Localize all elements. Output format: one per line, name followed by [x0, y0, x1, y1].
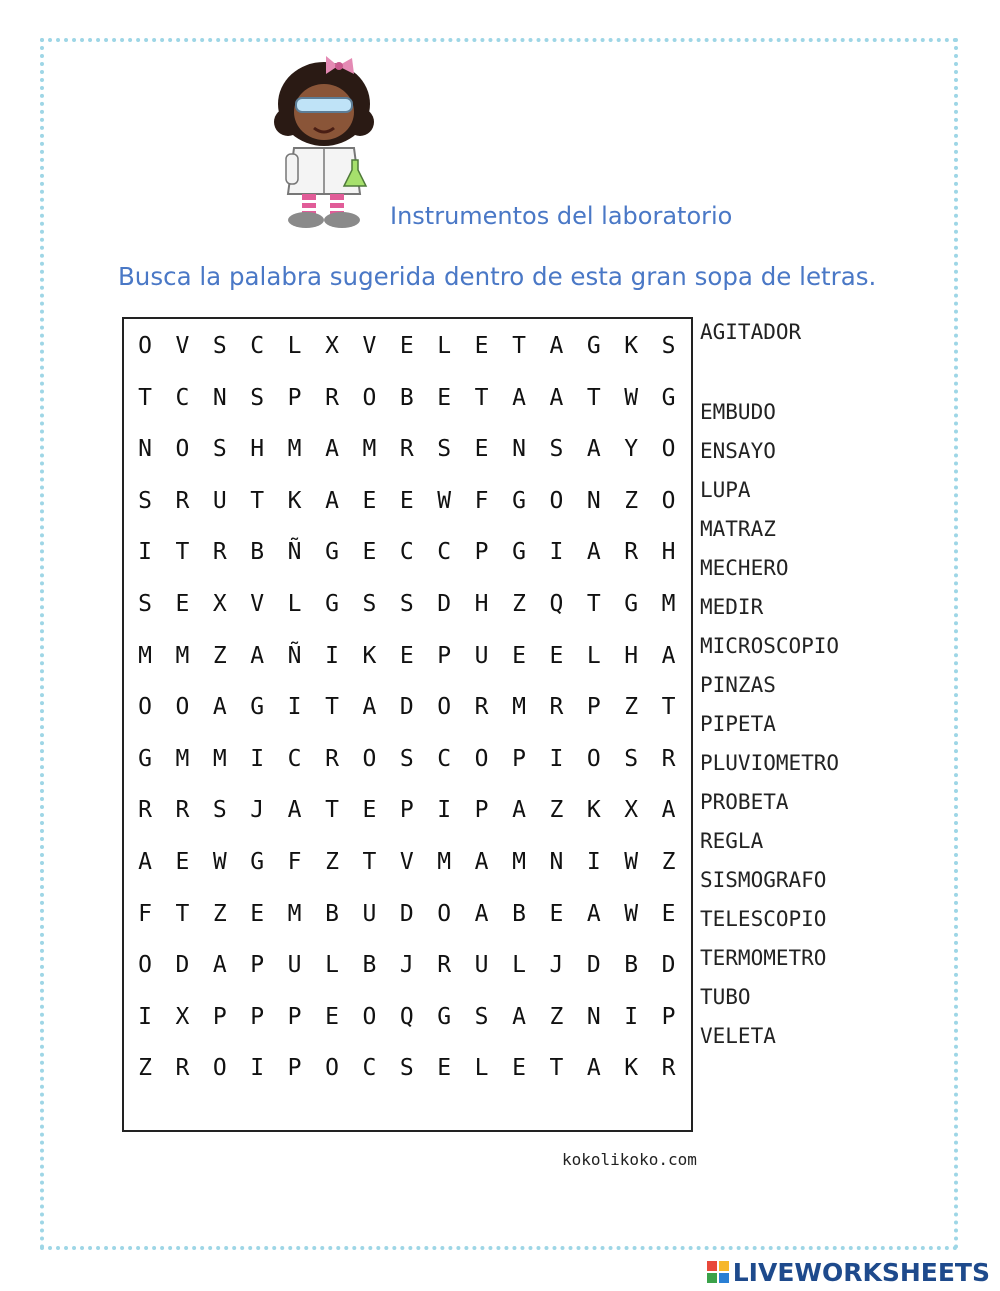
grid-letter[interactable]: K	[287, 487, 302, 514]
grid-letter[interactable]: G	[661, 384, 676, 411]
grid-letter[interactable]: R	[325, 384, 339, 411]
grid-letter[interactable]: G	[250, 694, 265, 721]
grid-letter[interactable]: P	[474, 539, 489, 566]
grid-letter[interactable]: A	[586, 900, 601, 927]
word-list-item: ENSAYO	[700, 439, 776, 463]
grid-letter[interactable]: H	[474, 591, 489, 617]
grid-row	[124, 1055, 691, 1107]
grid-letter[interactable]: U	[474, 642, 489, 669]
grid-letter[interactable]: G	[512, 487, 526, 514]
grid-letter[interactable]: E	[437, 1055, 452, 1082]
grid-letter[interactable]: R	[175, 487, 190, 514]
grid-letter[interactable]: A	[287, 797, 302, 824]
grid-letter[interactable]: Z	[549, 797, 564, 824]
word-list-item: PINZAS	[700, 673, 776, 697]
grid-letter[interactable]: P	[399, 797, 414, 824]
word-list-item: TUBO	[700, 985, 751, 1009]
grid-letter[interactable]: L	[325, 952, 339, 979]
grid-letter[interactable]: O	[138, 952, 152, 979]
grid-letter[interactable]: F	[474, 487, 489, 514]
grid-letter[interactable]: A	[512, 384, 526, 411]
grid-letter[interactable]: H	[624, 642, 639, 669]
grid-letter[interactable]: T	[512, 333, 526, 359]
grid-letter[interactable]: A	[586, 436, 601, 463]
grid-letter[interactable]: A	[250, 642, 265, 669]
grid-letter[interactable]: T	[250, 487, 265, 514]
grid-letter[interactable]: I	[138, 1003, 152, 1030]
grid-letter[interactable]: I	[549, 539, 564, 566]
grid-letter[interactable]: A	[212, 952, 227, 979]
grid-letter[interactable]: A	[661, 642, 676, 669]
grid-letter[interactable]: L	[287, 591, 302, 617]
grid-letter[interactable]: O	[325, 1055, 339, 1082]
grid-letter[interactable]: E	[399, 642, 414, 669]
grid-letter[interactable]: E	[175, 591, 190, 617]
grid-letter[interactable]: G	[437, 1003, 452, 1030]
grid-letter[interactable]: Q	[399, 1003, 414, 1030]
grid-letter[interactable]: B	[399, 384, 414, 411]
grid-letter[interactable]: E	[661, 900, 676, 927]
grid-letter[interactable]: S	[250, 384, 265, 411]
grid-letter[interactable]: Z	[212, 900, 227, 927]
grid-letter[interactable]: M	[287, 900, 302, 927]
word-list-item: PROBETA	[700, 790, 789, 814]
word-list-item: TERMOMETRO	[700, 946, 827, 970]
grid-letter[interactable]: O	[175, 436, 190, 463]
grid-letter[interactable]: S	[437, 436, 452, 463]
grid-letter[interactable]: C	[287, 745, 302, 772]
grid-letter[interactable]: M	[287, 436, 302, 463]
grid-letter[interactable]: N	[549, 849, 564, 875]
grid-letter[interactable]: W	[437, 487, 452, 514]
grid-letter[interactable]: K	[624, 333, 639, 359]
grid-letter[interactable]: G	[138, 745, 152, 772]
grid-letter[interactable]: M	[138, 642, 152, 669]
grid-letter[interactable]: L	[287, 333, 302, 359]
grid-letter[interactable]: S	[624, 745, 639, 772]
grid-letter[interactable]: R	[212, 539, 227, 566]
grid-letter[interactable]: B	[250, 539, 265, 566]
grid-letter[interactable]: E	[437, 384, 452, 411]
grid-letter[interactable]: D	[437, 591, 452, 617]
scientist-girl-illustration	[268, 52, 380, 230]
grid-row	[124, 797, 691, 849]
grid-letter[interactable]: B	[325, 900, 339, 927]
grid-letter[interactable]: A	[325, 487, 339, 514]
grid-letter[interactable]: A	[512, 1003, 526, 1030]
grid-letter[interactable]: O	[474, 745, 489, 772]
grid-letter[interactable]: B	[624, 952, 639, 979]
grid-letter[interactable]: K	[362, 642, 377, 669]
grid-letter[interactable]: M	[362, 436, 377, 463]
grid-letter[interactable]: G	[250, 849, 265, 875]
grid-letter[interactable]: E	[512, 642, 526, 669]
grid-letter[interactable]: G	[325, 539, 339, 566]
grid-letter[interactable]: E	[399, 487, 414, 514]
grid-letter[interactable]: L	[437, 333, 452, 359]
grid-letter[interactable]: R	[138, 797, 152, 824]
grid-letter[interactable]: O	[661, 436, 676, 463]
grid-letter[interactable]: I	[624, 1003, 639, 1030]
grid-letter[interactable]: X	[212, 591, 227, 617]
grid-letter[interactable]: U	[212, 487, 227, 514]
grid-row	[124, 694, 691, 746]
grid-letter[interactable]: C	[250, 333, 265, 359]
grid-letter[interactable]: A	[586, 1055, 601, 1082]
grid-letter[interactable]: O	[661, 487, 676, 514]
grid-letter[interactable]: L	[586, 642, 601, 669]
grid-letter[interactable]: S	[661, 333, 676, 359]
grid-letter[interactable]: A	[474, 900, 489, 927]
grid-letter[interactable]: N	[138, 436, 152, 463]
grid-letter[interactable]: P	[474, 797, 489, 824]
grid-row	[124, 385, 691, 437]
grid-letter[interactable]: O	[437, 900, 452, 927]
grid-letter[interactable]: L	[512, 952, 526, 979]
grid-letter[interactable]: N	[212, 384, 227, 411]
grid-letter[interactable]: C	[175, 384, 190, 411]
word-list-item: MICROSCOPIO	[700, 634, 840, 658]
grid-row	[124, 643, 691, 695]
word-search-grid	[122, 317, 693, 1132]
grid-letter[interactable]: R	[175, 1055, 190, 1082]
grid-letter[interactable]: G	[624, 591, 639, 617]
grid-letter[interactable]: Z	[512, 591, 526, 617]
grid-letter[interactable]: R	[474, 694, 489, 721]
grid-letter[interactable]: R	[325, 745, 339, 772]
word-list-item: MATRAZ	[700, 517, 776, 541]
word-list-item: TELESCOPIO	[700, 907, 827, 931]
grid-letter[interactable]: A	[549, 384, 564, 411]
grid-letter[interactable]: D	[175, 952, 190, 979]
grid-letter[interactable]: E	[474, 333, 489, 359]
grid-letter[interactable]: J	[399, 952, 414, 979]
grid-letter[interactable]: E	[250, 900, 265, 927]
grid-letter[interactable]: M	[212, 745, 227, 772]
grid-letter[interactable]: I	[437, 797, 452, 824]
instruction-text: Busca la palabra sugerida dentro de esta gran sopa de letras.	[118, 262, 877, 291]
grid-letter[interactable]: R	[661, 1055, 676, 1082]
grid-letter[interactable]: I	[250, 745, 265, 772]
grid-letter[interactable]: M	[512, 694, 526, 721]
grid-letter[interactable]: T	[325, 694, 339, 721]
grid-letter[interactable]: E	[362, 487, 377, 514]
grid-letter[interactable]: N	[586, 1003, 601, 1030]
word-list-item: PLUVIOMETRO	[700, 751, 840, 775]
grid-letter[interactable]: I	[586, 849, 601, 875]
grid-letter[interactable]: S	[138, 591, 152, 617]
grid-letter[interactable]: O	[362, 384, 377, 411]
grid-letter[interactable]: C	[362, 1055, 377, 1082]
grid-letter[interactable]: S	[399, 745, 414, 772]
grid-letter[interactable]: I	[549, 745, 564, 772]
grid-letter[interactable]: E	[175, 849, 190, 875]
grid-letter[interactable]: D	[399, 900, 414, 927]
grid-letter[interactable]: P	[212, 1003, 227, 1030]
grid-letter[interactable]: R	[549, 694, 564, 721]
grid-letter[interactable]: H	[250, 436, 265, 463]
grid-letter[interactable]: R	[624, 539, 639, 566]
grid-letter[interactable]: Y	[624, 436, 639, 463]
grid-letter[interactable]: O	[212, 1055, 227, 1082]
grid-letter[interactable]: E	[474, 436, 489, 463]
grid-letter[interactable]: O	[362, 745, 377, 772]
grid-letter[interactable]: D	[586, 952, 601, 979]
grid-letter[interactable]: W	[624, 849, 639, 875]
grid-row	[124, 1004, 691, 1056]
grid-letter[interactable]: T	[138, 384, 152, 411]
grid-letter[interactable]: Z	[661, 849, 676, 875]
word-list-item: REGLA	[700, 829, 764, 853]
word-list-item: MEDIR	[700, 595, 764, 619]
grid-letter[interactable]: U	[474, 952, 489, 979]
grid-letter[interactable]: O	[138, 694, 152, 721]
word-list-item: EMBUDO	[700, 400, 776, 424]
grid-letter[interactable]: M	[512, 849, 526, 875]
grid-row	[124, 436, 691, 488]
grid-letter[interactable]: R	[661, 745, 676, 772]
grid-letter[interactable]: Ñ	[287, 642, 302, 669]
grid-letter[interactable]: V	[175, 333, 190, 359]
grid-letter[interactable]: A	[661, 797, 676, 824]
grid-letter[interactable]: A	[325, 436, 339, 463]
grid-letter[interactable]: W	[624, 900, 639, 927]
grid-letter[interactable]: Z	[624, 487, 639, 514]
grid-letter[interactable]: F	[287, 849, 302, 875]
grid-letter[interactable]: Z	[212, 642, 227, 669]
word-list-item: LUPA	[700, 478, 751, 502]
grid-letter[interactable]: V	[250, 591, 265, 617]
grid-letter[interactable]: X	[325, 333, 339, 359]
grid-letter[interactable]: K	[586, 797, 601, 824]
grid-row	[124, 539, 691, 591]
grid-letter[interactable]: G	[586, 333, 601, 359]
grid-letter[interactable]: T	[325, 797, 339, 824]
grid-letter[interactable]: B	[362, 952, 377, 979]
grid-letter[interactable]: T	[362, 849, 377, 875]
grid-letter[interactable]: M	[175, 745, 190, 772]
grid-letter[interactable]: V	[362, 333, 377, 359]
grid-letter[interactable]: Q	[549, 591, 564, 617]
grid-letter[interactable]: T	[175, 900, 190, 927]
grid-letter[interactable]: Z	[138, 1055, 152, 1082]
grid-letter[interactable]: Z	[549, 1003, 564, 1030]
grid-letter[interactable]: T	[474, 384, 489, 411]
grid-letter[interactable]: P	[512, 745, 526, 772]
grid-row	[124, 849, 691, 901]
grid-letter[interactable]: G	[512, 539, 526, 566]
grid-letter[interactable]: M	[437, 849, 452, 875]
grid-letter[interactable]: P	[586, 694, 601, 721]
grid-letter[interactable]: O	[549, 487, 564, 514]
grid-letter[interactable]: J	[549, 952, 564, 979]
grid-letter[interactable]: S	[138, 487, 152, 514]
grid-letter[interactable]: E	[325, 1003, 339, 1030]
brand-name: LIVEWORKSHEETS	[732, 1257, 990, 1287]
grid-letter[interactable]: M	[175, 642, 190, 669]
worksheet-title: Instrumentos del laboratorio	[390, 202, 733, 230]
grid-letter[interactable]: S	[399, 591, 414, 617]
grid-letter[interactable]: G	[325, 591, 339, 617]
grid-row	[124, 746, 691, 798]
grid-letter[interactable]: I	[287, 694, 302, 721]
grid-letter[interactable]: S	[212, 333, 227, 359]
grid-letter[interactable]: X	[175, 1003, 190, 1030]
grid-letter[interactable]: A	[362, 694, 377, 721]
grid-letter[interactable]: X	[624, 797, 639, 824]
grid-letter[interactable]: D	[399, 694, 414, 721]
grid-letter[interactable]: M	[661, 591, 676, 617]
grid-letter[interactable]: D	[661, 952, 676, 979]
grid-letter[interactable]: A	[512, 797, 526, 824]
grid-letter[interactable]: F	[138, 900, 152, 927]
grid-letter[interactable]: O	[362, 1003, 377, 1030]
brand-logo	[707, 1258, 990, 1286]
word-list-item: MECHERO	[700, 556, 789, 580]
liveworksheets-logo-icon	[707, 1261, 729, 1283]
grid-letter[interactable]: H	[661, 539, 676, 566]
grid-letter[interactable]: N	[512, 436, 526, 463]
grid-row	[124, 591, 691, 643]
grid-letter[interactable]: E	[399, 333, 414, 359]
grid-letter[interactable]: T	[661, 694, 676, 721]
grid-letter[interactable]: C	[437, 745, 452, 772]
grid-letter[interactable]: N	[586, 487, 601, 514]
grid-letter[interactable]: O	[138, 333, 152, 359]
grid-letter[interactable]: E	[362, 797, 377, 824]
grid-letter[interactable]: P	[437, 642, 452, 669]
grid-row	[124, 901, 691, 953]
grid-letter[interactable]: O	[437, 694, 452, 721]
grid-letter[interactable]: E	[512, 1055, 526, 1082]
grid-letter[interactable]: U	[362, 900, 377, 927]
grid-letter[interactable]: L	[474, 1055, 489, 1082]
grid-letter[interactable]: I	[250, 1055, 265, 1082]
grid-letter[interactable]: W	[624, 384, 639, 411]
grid-letter[interactable]: I	[138, 539, 152, 566]
grid-letter[interactable]: R	[175, 797, 190, 824]
grid-letter[interactable]: K	[624, 1055, 639, 1082]
word-list-item: AGITADOR	[700, 320, 802, 344]
grid-letter[interactable]: I	[325, 642, 339, 669]
grid-letter[interactable]: A	[138, 849, 152, 875]
grid-letter[interactable]: S	[399, 1055, 414, 1082]
grid-row	[124, 488, 691, 540]
word-list-item: PIPETA	[700, 712, 776, 736]
word-list-item: SISMOGRAFO	[700, 868, 827, 892]
grid-letter[interactable]: T	[586, 384, 601, 411]
grid-letter[interactable]: E	[362, 539, 377, 566]
grid-letter[interactable]: P	[661, 1003, 676, 1030]
grid-letter[interactable]: A	[549, 333, 564, 359]
grid-letter[interactable]: S	[212, 436, 227, 463]
grid-letter[interactable]: S	[212, 797, 227, 824]
grid-letter[interactable]: V	[399, 849, 414, 875]
grid-letter[interactable]: A	[212, 694, 227, 721]
grid-letter[interactable]: C	[437, 539, 452, 566]
grid-letter[interactable]: Ñ	[287, 539, 302, 566]
grid-letter[interactable]: A	[474, 849, 489, 875]
grid-letter[interactable]: S	[474, 1003, 489, 1030]
grid-letter[interactable]: O	[586, 745, 601, 772]
grid-letter[interactable]: R	[437, 952, 452, 979]
grid-letter[interactable]: E	[549, 900, 564, 927]
word-list-item: VELETA	[700, 1024, 776, 1048]
grid-row	[124, 952, 691, 1004]
grid-letter[interactable]: Z	[325, 849, 339, 875]
grid-letter[interactable]: Z	[624, 694, 639, 721]
grid-letter[interactable]: P	[287, 384, 302, 411]
grid-letter[interactable]: S	[362, 591, 377, 617]
grid-letter[interactable]: R	[399, 436, 414, 463]
grid-letter[interactable]: W	[212, 849, 227, 875]
grid-letter[interactable]: T	[175, 539, 190, 566]
grid-letter[interactable]: T	[549, 1055, 564, 1082]
grid-letter[interactable]: A	[586, 539, 601, 566]
grid-letter[interactable]: P	[250, 1003, 265, 1030]
grid-letter[interactable]: P	[287, 1003, 302, 1030]
grid-letter[interactable]: E	[549, 642, 564, 669]
grid-row	[124, 333, 691, 385]
grid-letter[interactable]: C	[399, 539, 414, 566]
grid-letter[interactable]: O	[175, 694, 190, 721]
grid-letter[interactable]: S	[549, 436, 564, 463]
grid-letter[interactable]: B	[512, 900, 526, 927]
grid-letter[interactable]: P	[250, 952, 265, 979]
grid-letter[interactable]: T	[586, 591, 601, 617]
grid-letter[interactable]: J	[250, 797, 265, 824]
grid-letter[interactable]: P	[287, 1055, 302, 1082]
credit-text: kokolikoko.com	[562, 1150, 697, 1169]
grid-letter[interactable]: U	[287, 952, 302, 979]
